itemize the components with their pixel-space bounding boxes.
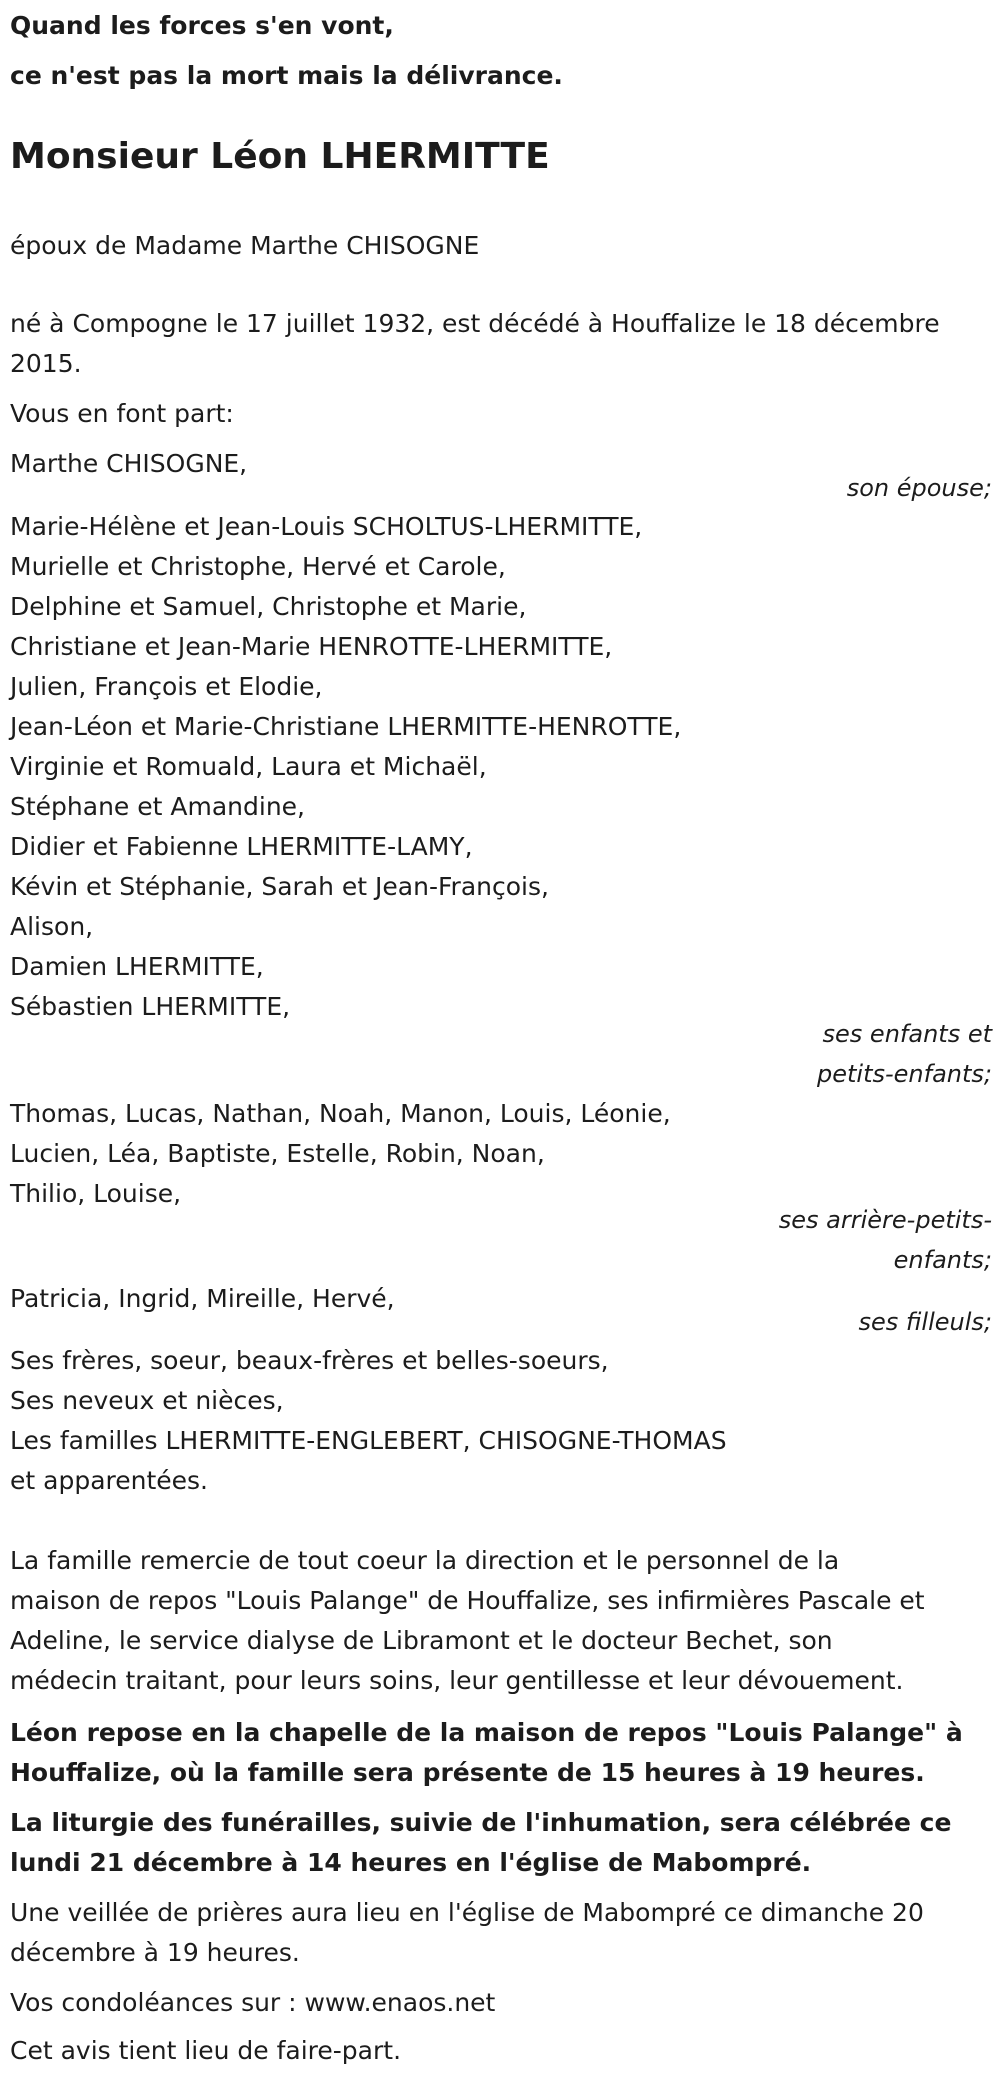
great-grandchildren-relation-line-1: ses arrière-petits-: [778, 1206, 992, 1234]
thanks-line: Adeline, le service dialyse de Libramont et le docteur Bechet, son: [10, 1626, 833, 1655]
list-item: Les familles LHERMITTE-ENGLEBERT, CHISOGNE-THOMAS: [10, 1426, 727, 1455]
rest-line: Léon repose en la chapelle de la maison de repos "Louis Palange" à: [10, 1718, 963, 1747]
epitaph-line-1: Quand les forces s'en vont,: [10, 11, 394, 40]
list-item: Christiane et Jean-Marie HENROTTE-LHERMITTE,: [10, 632, 613, 661]
list-item: Kévin et Stéphanie, Sarah et Jean-François,: [10, 872, 549, 901]
list-item: Ses frères, soeur, beaux-frères et belles-soeurs,: [10, 1346, 609, 1375]
condolences-line: Vos condoléances sur : www.enaos.net: [10, 1988, 496, 2017]
vigil-line: Une veillée de prières aura lieu en l'église de Mabompré ce dimanche 20: [10, 1898, 924, 1927]
list-item: Sébastien LHERMITTE,: [10, 992, 291, 1021]
list-item: Alison,: [10, 912, 94, 941]
list-item: Lucien, Léa, Baptiste, Estelle, Robin, Noan,: [10, 1139, 545, 1168]
thanks-line: La famille remercie de tout coeur la direction et le personnel de la: [10, 1546, 840, 1575]
birth-death-line-2: 2015.: [10, 349, 82, 378]
children-relation-line-2: petits-enfants;: [817, 1060, 992, 1088]
funeral-line: lundi 21 décembre à 14 heures en l'église de Mabompré.: [10, 1848, 812, 1877]
list-item: et apparentées.: [10, 1466, 208, 1495]
list-item: Virginie et Romuald, Laura et Michaël,: [10, 752, 487, 781]
list-item: Julien, François et Elodie,: [10, 672, 323, 701]
list-item: Ses neveux et nièces,: [10, 1386, 284, 1415]
thanks-line: médecin traitant, pour leurs soins, leur gentillesse et leur dévouement.: [10, 1666, 904, 1695]
birth-death-line-1: né à Compogne le 17 juillet 1932, est décédé à Houffalize le 18 décembre: [10, 309, 940, 338]
vigil-line: décembre à 19 heures.: [10, 1938, 300, 1967]
closing-line: Cet avis tient lieu de faire-part.: [10, 2036, 402, 2065]
spouse-name: Marthe CHISOGNE,: [10, 449, 248, 478]
announcement-intro: Vous en font part:: [10, 399, 234, 428]
list-item: Murielle et Christophe, Hervé et Carole,: [10, 552, 506, 581]
godchildren-relation: ses filleuls;: [858, 1308, 992, 1336]
list-item: Thilio, Louise,: [10, 1179, 182, 1208]
spouse-line: époux de Madame Marthe CHISOGNE: [10, 231, 480, 260]
list-item: Thomas, Lucas, Nathan, Noah, Manon, Louis, Léonie,: [10, 1099, 671, 1128]
funeral-line: La liturgie des funérailles, suivie de l'inhumation, sera célébrée ce: [10, 1808, 952, 1837]
thanks-line: maison de repos "Louis Palange" de Houffalize, ses infirmières Pascale et: [10, 1586, 925, 1615]
list-item: Didier et Fabienne LHERMITTE-LAMY,: [10, 832, 473, 861]
great-grandchildren-relation-line-2: enfants;: [893, 1246, 992, 1274]
list-item: Jean-Léon et Marie-Christiane LHERMITTE-HENROTTE,: [10, 712, 682, 741]
deceased-name: Monsieur Léon LHERMITTE: [10, 136, 550, 177]
list-item: Damien LHERMITTE,: [10, 952, 264, 981]
children-relation-line-1: ses enfants et: [822, 1020, 992, 1048]
list-item: Stéphane et Amandine,: [10, 792, 305, 821]
rest-line: Houffalize, où la famille sera présente de 15 heures à 19 heures.: [10, 1758, 925, 1787]
epitaph-line-2: ce n'est pas la mort mais la délivrance.: [10, 61, 563, 90]
list-item: Delphine et Samuel, Christophe et Marie,: [10, 592, 527, 621]
godchildren-line: Patricia, Ingrid, Mireille, Hervé,: [10, 1284, 395, 1313]
spouse-relation: son épouse;: [846, 474, 992, 502]
list-item: Marie-Hélène et Jean-Louis SCHOLTUS-LHERMITTE,: [10, 512, 643, 541]
